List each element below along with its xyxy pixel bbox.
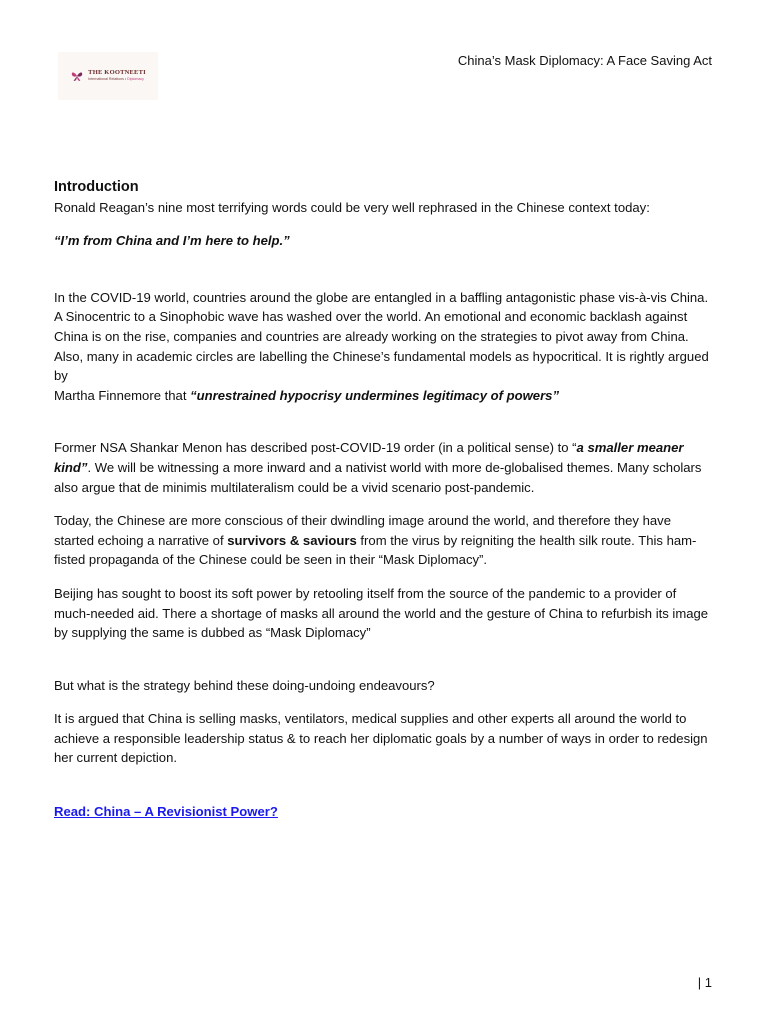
survivors-saviours-phrase: survivors & saviours xyxy=(227,532,357,548)
butterfly-logo-icon xyxy=(70,69,84,83)
paragraph-beijing: Beijing has sought to boost its soft power by retooling itself from the source of the pandemic to a provider of much-needed aid. There a shortage of masks all around the world and the gesture of China to refurbish its image by supplying the same is dubbed as “Mask Diplomacy” xyxy=(54,585,709,641)
page-number: | 1 xyxy=(697,975,712,990)
kootneeti-logo xyxy=(58,52,158,100)
logo-tagline: International Relations • Diplomacy xyxy=(88,76,144,81)
related-article-link[interactable]: Read: China – A Revisionist Power? xyxy=(54,804,278,820)
paragraph-intro: Ronald Reagan’s nine most terrifying words could be very well rephrased in the Chinese context today: xyxy=(54,199,650,215)
reagan-quote: “I’m from China and I’m here to help.” xyxy=(54,233,290,249)
paragraph-covid-world: In the COVID-19 world, countries around the globe are entangled in a baffling antagonistic phase vis-à-vis China. A Sinocentric to a Sinophobic wave has washed over the world. An emotional and economic backlash against China is on the rise, companies and countries are already working on the strategies to pivot away from China. Also, many in academic circles are labelling the Chinese’s fundamental models as hypocritical. It is rightly argued by xyxy=(54,289,709,384)
article-body xyxy=(54,178,714,822)
paragraph-survivors: Today, the Chinese are more conscious of their dwindling image around the world, and therefore they have started echoing a narrative of survivors & saviours from the virus by reigniting the health silk route. This ham-fisted propaganda of the Chinese could be seen in their “Mask Diplomacy”. xyxy=(54,513,697,568)
related-article-link-row xyxy=(54,802,714,822)
menon-quote: a smaller meaner kind” xyxy=(54,440,684,475)
paragraph-argument: It is argued that China is selling masks, ventilators, medical supplies and other experts all around the world to achieve a responsible leadership status & to reach her diplomatic goals by a number of ways in order to redesign her current depiction. xyxy=(54,711,708,766)
paragraph-menon: Former NSA Shankar Menon has described post-COVID-19 order (in a political sense) to “a smaller meaner kind”. We will be witnessing a more inward and a nativist world with more de-globalised themes. Many scholars also argue that de minimis multilateralism could be a vivid scenario post-pandemic. xyxy=(54,440,702,495)
paragraph-finnemore: Martha Finnemore that “unrestrained hypocrisy undermines legitimacy of powers” xyxy=(54,387,560,403)
section-heading: Introduction xyxy=(54,179,139,195)
paragraph-strategy-question: But what is the strategy behind these doing-undoing endeavours? xyxy=(54,677,435,693)
logo-name: THE KOOTNEETI xyxy=(88,69,146,77)
running-header-title: China’s Mask Diplomacy: A Face Saving Act xyxy=(457,53,712,68)
finnemore-quote: “unrestrained hypocrisy undermines legitimacy of powers” xyxy=(190,387,560,403)
